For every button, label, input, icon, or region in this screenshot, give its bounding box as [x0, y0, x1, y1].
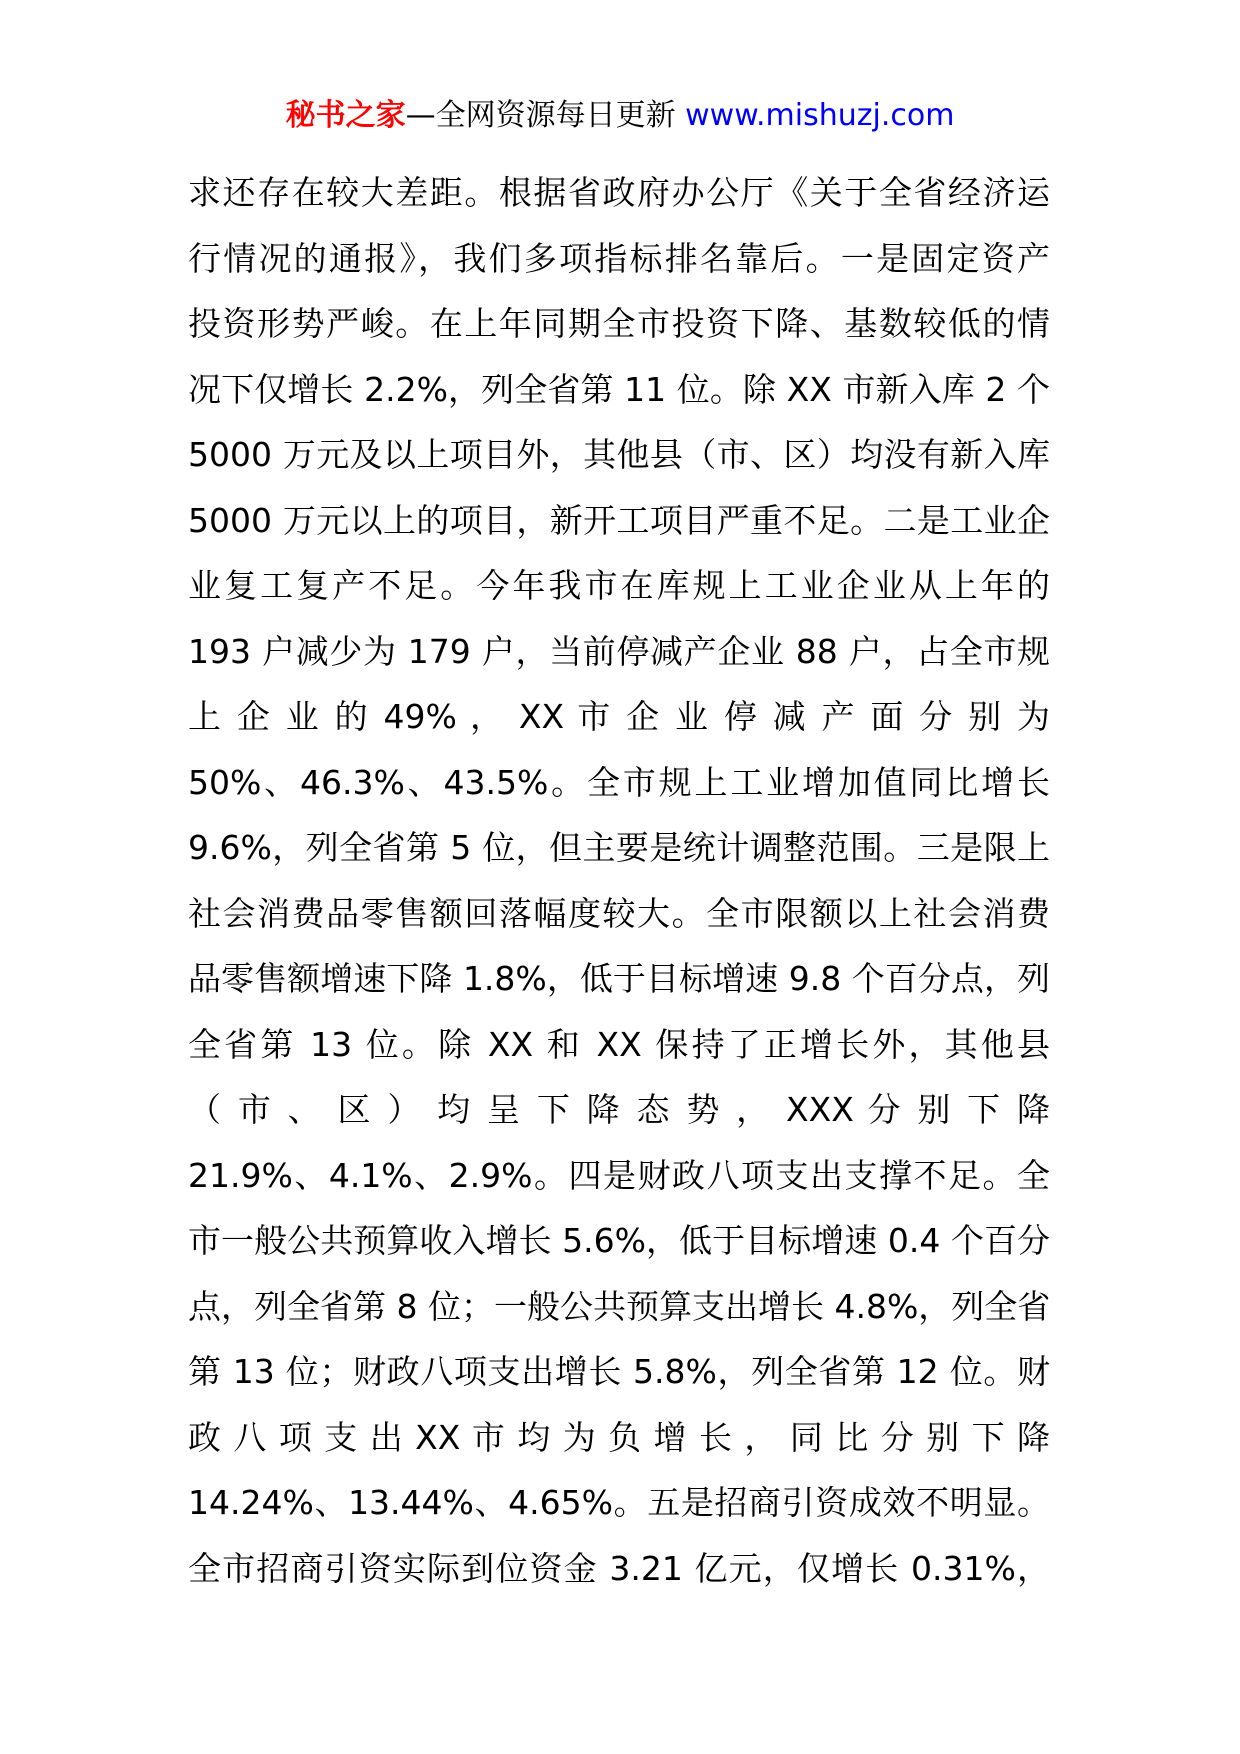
- text-line: （ 市 、 区 ） 均 呈 下 降 态 势 ， XXX 分 别 下 降: [188, 1090, 1050, 1129]
- text-line: 市一般公共预算收入增长 5.6%，低于目标增速 0.4 个百分: [188, 1221, 1050, 1260]
- text-line: 5000 万元以上的项目，新开工项目严重不足。二是工业企: [188, 500, 1050, 540]
- header-tagline: —全网资源每日更新: [405, 98, 676, 133]
- text-line: 上 企 业 的 49% ， XX 市 企 业 停 减 产 面 分 别 为: [188, 697, 1050, 736]
- text-line: 业复工复产不足。今年我市在库规上工业企业从上年的: [188, 566, 1050, 605]
- text-line: 全市招商引资实际到位资金 3.21 亿元，仅增长 0.31%，: [188, 1548, 1050, 1588]
- text-line: 5000 万元及以上项目外，其他县（市、区）均没有新入库: [188, 435, 1050, 474]
- text-line: 品零售额增速下降 1.8%，低于目标增速 9.8 个百分点，列: [188, 959, 1050, 998]
- text-line: 9.6%，列全省第 5 位，但主要是统计调整范围。三是限上: [188, 828, 1050, 867]
- text-line: 政 八 项 支 出 XX 市 均 为 负 增 长 ， 同 比 分 别 下 降: [188, 1417, 1050, 1457]
- text-line: 第 13 位；财政八项支出增长 5.8%，列全省第 12 位。财: [188, 1352, 1050, 1391]
- text-line: 21.9%、4.1%、2.9%。四是财政八项支出支撑不足。全: [188, 1155, 1050, 1195]
- text-line: 况下仅增长 2.2%，列全省第 11 位。除 XX 市新入库 2 个: [188, 369, 1050, 409]
- text-line: 行情况的通报》，我们多项指标排名靠后。一是固定资产: [188, 238, 1050, 278]
- text-line: 点，列全省第 8 位；一般公共预算支出增长 4.8%，列全省: [188, 1286, 1050, 1326]
- text-line: 193 户减少为 179 户，当前停减产企业 88 户，占全市规: [188, 631, 1050, 671]
- site-header: [0, 96, 1240, 136]
- text-line: 14.24%、13.44%、4.65%。五是招商引资成效不明显。: [188, 1483, 1050, 1522]
- text-line: 社会消费品零售额回落幅度较大。全市限额以上社会消费: [188, 893, 1050, 933]
- site-url-link[interactable]: www.mishuzj.com: [685, 98, 955, 133]
- brand-name: 秘书之家: [285, 98, 406, 133]
- text-line: 求还存在较大差距。根据省政府办公厅《关于全省经济运: [188, 173, 1050, 212]
- text-line: 投资形势严峻。在上年同期全市投资下降、基数较低的情: [188, 304, 1050, 343]
- body-text: [188, 160, 1050, 1601]
- text-line: 全省第 13 位。除 XX 和 XX 保持了正增长外，其他县: [188, 1024, 1050, 1064]
- text-line: 50%、46.3%、43.5%。全市规上工业增加值同比增长: [188, 762, 1050, 802]
